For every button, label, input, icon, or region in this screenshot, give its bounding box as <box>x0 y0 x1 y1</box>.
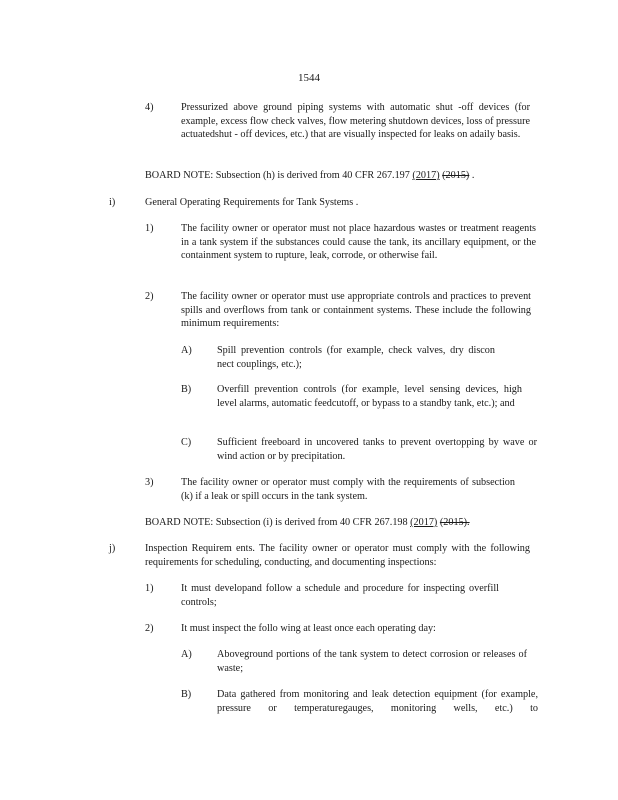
item-label-j1: 1) <box>145 583 154 594</box>
subsection-label-i: i) <box>109 197 116 208</box>
item-text-j2a: Aboveground portions of the tank system to detect corrosion or releases of waste; <box>217 649 527 674</box>
board-note-h-added-date: (2017) <box>412 170 440 181</box>
board-note-h-deleted-date: (2015) <box>442 170 470 181</box>
item-label-i2a: A) <box>181 345 192 356</box>
item-text-i3: The facility owner or operator must comply with the requirements of subsection (k) if a leak or spill occurs in the tank system. <box>181 477 515 502</box>
board-note-h-period: . <box>471 170 475 181</box>
subsection-text-j: Inspection Requirem ents. The facility owner or operator must comply with the following requirements for scheduling, conducting, and documenting inspections: <box>145 543 530 568</box>
item-label-j2b: B) <box>181 689 192 700</box>
page-number: 1544 <box>298 72 320 84</box>
item-text-j2b: Data gathered from monitoring and leak detection equipment (for example, pressure or temperaturegauges, monitoring wells, etc.) to <box>217 689 538 714</box>
board-note-i-period: . <box>467 517 470 528</box>
item-text-i2a: Spill prevention controls (for example, check valves, dry discon nect couplings, etc.); <box>217 345 495 370</box>
item-label-j2: 2) <box>145 623 154 634</box>
item-label-j2a: A) <box>181 649 192 660</box>
item-text-j2: It must inspect the follo wing at least once each operating day: <box>181 623 436 634</box>
item-label-i2b: B) <box>181 384 192 395</box>
subsection-label-j: j) <box>109 543 116 554</box>
item-label-h4: 4) <box>145 102 154 113</box>
item-label-i3: 3) <box>145 477 154 488</box>
item-label-i1: 1) <box>145 223 154 234</box>
item-text-i2b: Overfill prevention controls (for example, level sensing devices, high level alarms, automatic feedcutoff, or bypass to a standby tank, etc.); and <box>217 384 522 409</box>
item-text-i1: The facility owner or operator must not place hazardous wastes or treatment reagents in a tank system if the substances could cause the tank, its ancillary equipment, or the containment system to rupture, leak, corrode, or otherwise fail. <box>181 223 536 261</box>
board-note-h-text: BOARD NOTE: Subsection (h) is derived from 40 CFR 267.197 <box>145 170 410 181</box>
item-label-i2: 2) <box>145 291 154 302</box>
board-note-i-text: BOARD NOTE: Subsection (i) is derived from 40 CFR 267.198 <box>145 517 408 528</box>
item-text-j1: It must developand follow a schedule and procedure for inspecting overfill controls; <box>181 583 499 608</box>
item-text-i2c: Sufficient freeboard in uncovered tanks to prevent overtopping by wave or wind action or by precipitation. <box>217 437 537 462</box>
board-note-i <box>145 516 470 530</box>
subsection-heading-i: General Operating Requirements for Tank Systems . <box>145 197 359 208</box>
item-text-i2: The facility owner or operator must use appropriate controls and practices to prevent spills and overflows from tank or containment systems. These include the following minimum requirements: <box>181 291 531 329</box>
item-label-i2c: C) <box>181 437 192 448</box>
board-note-i-added-date: (2017) <box>410 517 438 528</box>
board-note-h <box>145 169 474 183</box>
item-text-h4: Pressurized above ground piping systems with automatic shut -off devices (for example, excess flow check valves, flow metering shutdown devices, loss of pressure actuatedshut - off devices, etc.) that are visually inspected for leaks on adaily basis. <box>181 102 530 140</box>
board-note-i-deleted-date: (2015) <box>439 517 468 528</box>
